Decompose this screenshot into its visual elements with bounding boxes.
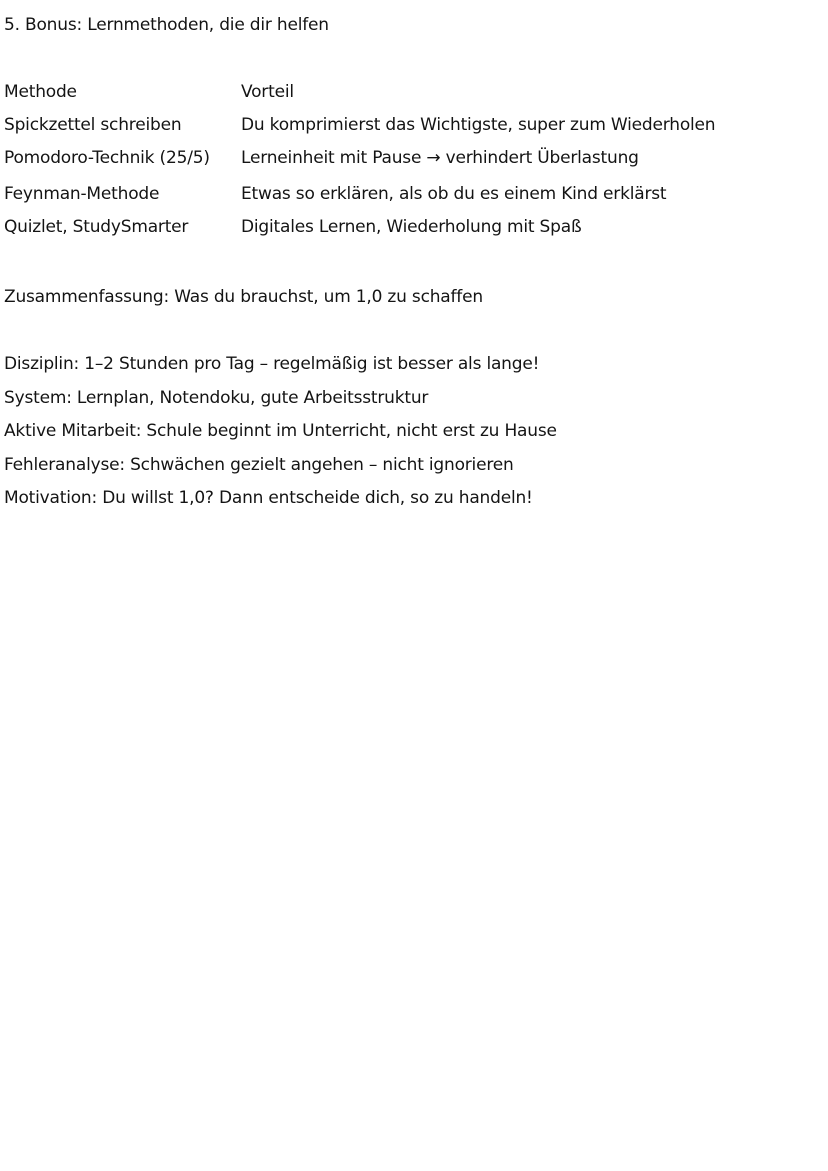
table-cell-method: Feynman-Methode	[4, 184, 160, 204]
table-cell-benefit: Du komprimierst das Wichtigste, super zum Wiederholen	[241, 115, 716, 135]
table-row	[4, 114, 804, 147]
table-cell-method: Quizlet, StudySmarter	[4, 217, 189, 237]
summary-item-error-analysis: Fehleranalyse: Schwächen gezielt angehen – nicht ignorieren	[4, 454, 514, 475]
column-header-method: Methode	[4, 82, 77, 102]
methods-table	[4, 81, 804, 249]
summary-item-discipline: Disziplin: 1–2 Stunden pro Tag – regelmäßig ist besser als lange!	[4, 354, 540, 374]
table-row	[4, 147, 804, 183]
table-cell-method: Spickzettel schreiben	[4, 115, 182, 135]
summary-heading: Zusammenfassung: Was du brauchst, um 1,0 zu schaffen	[4, 287, 483, 307]
column-header-benefit: Vorteil	[241, 82, 294, 102]
summary-item-participation: Aktive Mitarbeit: Schule beginnt im Unterricht, nicht erst zu Hause	[4, 421, 557, 441]
summary-list	[4, 353, 557, 521]
table-cell-benefit: Digitales Lernen, Wiederholung mit Spaß	[241, 217, 582, 237]
table-row	[4, 183, 804, 216]
table-cell-method: Pomodoro-Technik (25/5)	[4, 148, 210, 168]
table-cell-benefit: Lerneinheit mit Pause → verhindert Überlastung	[241, 148, 639, 168]
table-row	[4, 216, 804, 249]
summary-item-motivation: Motivation: Du willst 1,0? Dann entscheide dich, so zu handeln!	[4, 488, 533, 508]
table-cell-benefit: Etwas so erklären, als ob du es einem Kind erklärst	[241, 184, 667, 204]
summary-item-system: System: Lernplan, Notendoku, gute Arbeitsstruktur	[4, 387, 429, 408]
table-header-row	[4, 81, 804, 114]
bonus-heading: 5. Bonus: Lernmethoden, die dir helfen	[4, 15, 329, 35]
